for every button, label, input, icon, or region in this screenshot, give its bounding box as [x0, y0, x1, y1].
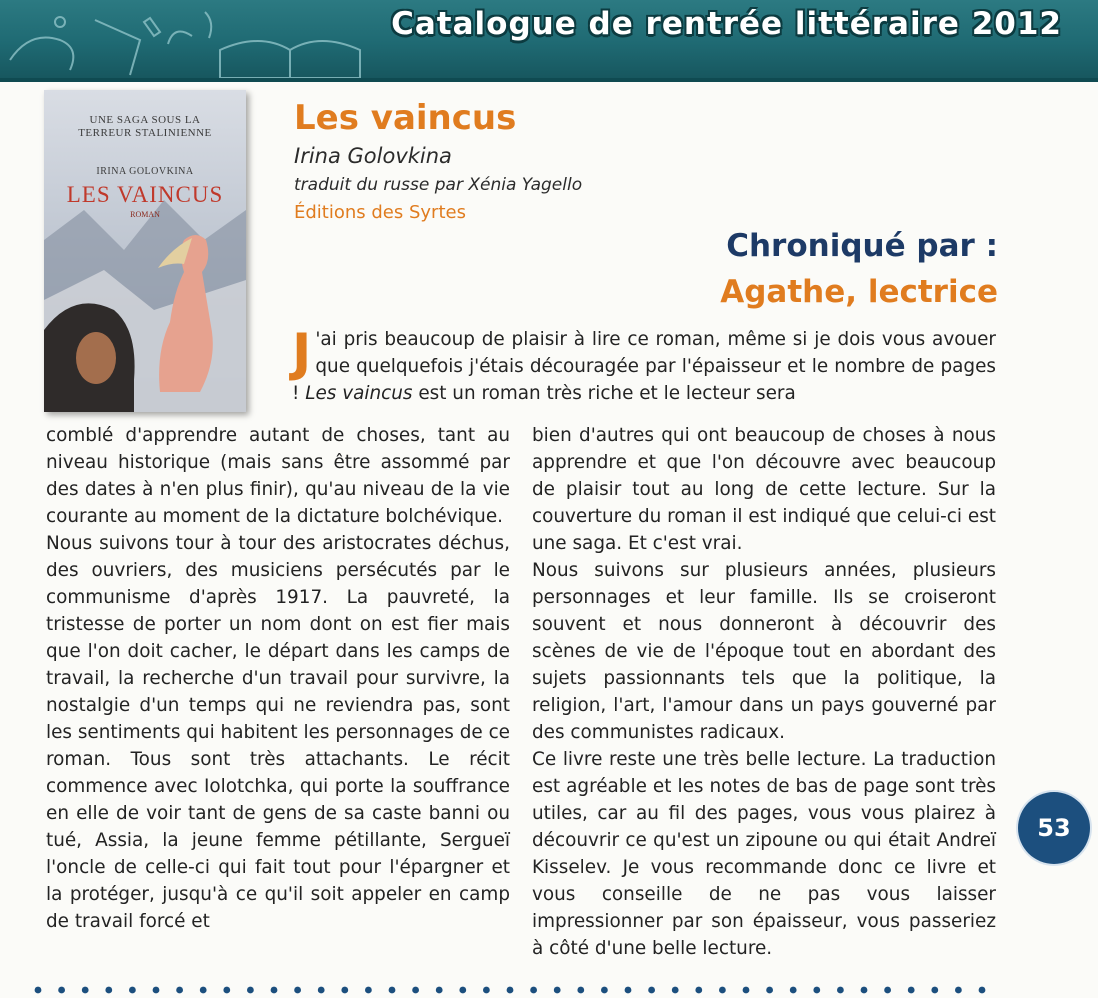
divider-dot	[436, 987, 443, 994]
divider-dot	[483, 987, 490, 994]
book-publisher: Éditions des Syrtes	[294, 202, 466, 223]
catalogue-title: Catalogue de rentrée littéraire 2012	[391, 6, 1062, 42]
cover-genre: ROMAN	[130, 210, 160, 219]
divider-dot	[58, 987, 65, 994]
divider-dot	[318, 987, 325, 994]
divider-dot	[884, 987, 891, 994]
book-title: Les vaincus	[294, 98, 517, 138]
divider-dot	[247, 987, 254, 994]
divider-dot	[719, 987, 726, 994]
cover-author: IRINA GOLOVKINA	[96, 166, 194, 177]
review-paragraph: bien d'autres qui ont beaucoup de choses à nous apprendre et que l'on découvre avec beaucoup de plaisir tout au long de cette lecture. Sur la couverture du roman il est indiqué que celui-ci est une saga. Et c'est vrai.	[532, 425, 996, 554]
divider-dot	[695, 987, 702, 994]
divider-dot	[931, 987, 938, 994]
reading-illustration-icon	[0, 0, 380, 78]
review-paragraph: Ce livre reste une très belle lecture. La traduction est agréable et les notes de bas de page sont très utiles, car au fil des pages, vous vous plairez à découvrir ce qu'est un zipoune ou qui était Andreï Kisselev. Je vous recommande donc ce livre et vous conseille de ne pas vous laisser impressionner par son épaisseur, vous passeriez à côté d'une belle lecture.	[532, 749, 996, 959]
review-paragraph: comblé d'apprendre autant de choses, tant au niveau historique (mais sans être assommé par des dates à n'en plus finir), qu'au niveau de la vie courante au moment de la dictature bolchévique.	[46, 425, 510, 527]
divider-dot	[507, 987, 514, 994]
divider-dot	[223, 987, 230, 994]
divider-dot	[459, 987, 466, 994]
divider-dot	[271, 987, 278, 994]
divider-dot	[554, 987, 561, 994]
book-author: Irina Golovkina	[294, 144, 452, 168]
divider-dot	[790, 987, 797, 994]
intro-text-1: 'ai pris beaucoup de plaisir à lire ce roman, même si je dois vous avouer que quelquefois j'étais découragée par l'épaisseur et le nombre de pages !	[292, 329, 996, 404]
divider-dot	[389, 987, 396, 994]
drop-cap: J	[292, 323, 312, 383]
reviewed-by-label: Chroniqué par :	[726, 228, 998, 264]
divider-dot	[672, 987, 679, 994]
divider-dot	[200, 987, 207, 994]
review-paragraph: Nous suivons sur plusieurs années, plusieurs personnages et leur famille. Ils se croiseront souvent et nous donneront à découvrir des scènes de vie de l'époque tout en abordant des sujets passionnants tels que la politique, la religion, l'art, l'amour dans un pays gouverné par des communistes radicaux.	[532, 560, 996, 743]
divider-dot	[412, 987, 419, 994]
divider-dot	[837, 987, 844, 994]
divider-dot	[341, 987, 348, 994]
review-intro	[292, 323, 996, 407]
review-paragraph: Nous suivons tour à tour des aristocrates déchus, des ouvriers, des musiciens persécutés par le communisme d'après 1917. La pauvreté, la tristesse de porter un nom dont on est fier mais que l'on doit cacher, le départ dans les camps de travail, la recherche d'un travail pour survivre, la nostalgie d'un temps qui ne reviendra pas, sont les sentiments qui habitent les personnages de ce roman. Tous sont très attachants. Le récit commence avec Iolotchka, qui porte la souffrance en elle de voir tant de gens de sa caste banni ou tué, Assia, la jeune femme pétillante, Sergueï l'oncle de celle-ci qui fait tout pour l'épargner et la protéger, jusqu'à ce qu'il soit appeler en camp de travail forcé et	[46, 533, 510, 932]
dotted-divider	[34, 984, 1004, 996]
intro-book-title: Les vaincus	[305, 383, 413, 404]
cover-tagline-line1: UNE SAGA SOUS LA	[89, 114, 201, 126]
divider-dot	[601, 987, 608, 994]
review-column-left	[46, 422, 510, 935]
divider-dot	[766, 987, 773, 994]
reviewer-name: Agathe, lectrice	[720, 274, 998, 310]
divider-dot	[577, 987, 584, 994]
divider-dot	[294, 987, 301, 994]
divider-dot	[153, 987, 160, 994]
divider-dot	[955, 987, 962, 994]
divider-dot	[129, 987, 136, 994]
divider-dot	[813, 987, 820, 994]
review-column-right	[532, 422, 996, 962]
divider-dot	[743, 987, 750, 994]
divider-dot	[105, 987, 112, 994]
divider-dot	[365, 987, 372, 994]
divider-dot	[35, 987, 42, 994]
divider-dot	[530, 987, 537, 994]
divider-dot	[979, 987, 986, 994]
divider-dot	[82, 987, 89, 994]
book-translator: traduit du russe par Xénia Yagello	[294, 175, 583, 195]
divider-dot	[908, 987, 915, 994]
page-number-badge: 53	[1018, 792, 1090, 864]
book-cover-image	[44, 90, 246, 412]
divider-dot	[625, 987, 632, 994]
catalogue-header	[0, 0, 1098, 82]
divider-dot	[176, 987, 183, 994]
cover-title: LES VAINCUS	[66, 182, 224, 207]
intro-text-2: est un roman très riche et le lecteur sera	[412, 383, 796, 404]
cover-tagline	[44, 114, 246, 140]
cover-tagline-line2: TERREUR STALINIENNE	[78, 127, 212, 139]
divider-dot	[861, 987, 868, 994]
divider-dot	[648, 987, 655, 994]
